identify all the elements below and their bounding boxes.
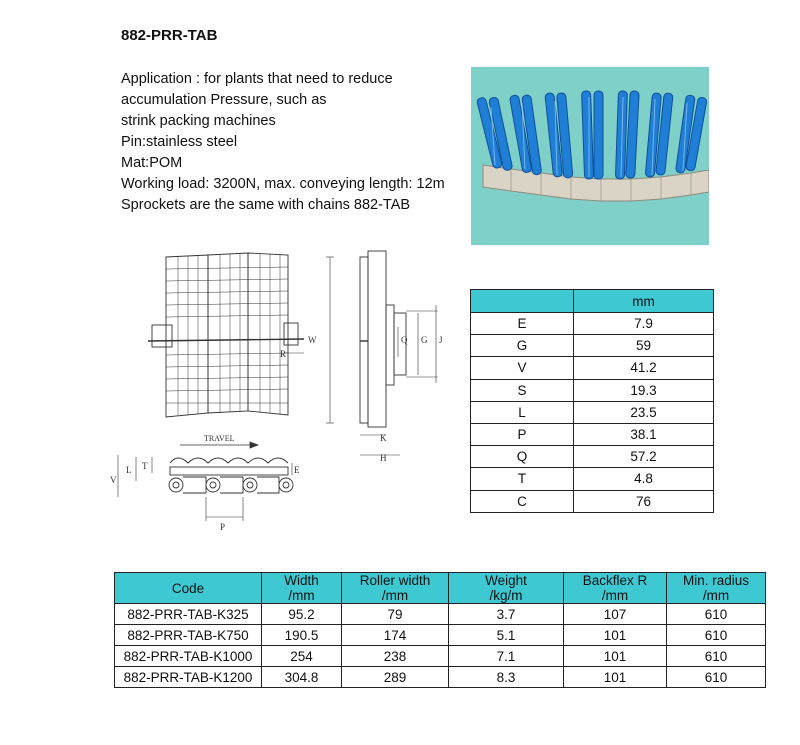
width-cell: 304.8 <box>262 667 342 688</box>
dimension-label: C <box>471 490 574 512</box>
width-cell: 190.5 <box>262 625 342 646</box>
header-width: Width /mm <box>262 573 342 604</box>
roller-width-cell: 79 <box>342 604 449 625</box>
weight-cell: 7.1 <box>449 646 564 667</box>
dimension-row <box>471 335 714 357</box>
width-cell: 254 <box>262 646 342 667</box>
weight-cell: 8.3 <box>449 667 564 688</box>
dimension-label: Q <box>471 446 574 468</box>
g-label: G <box>421 335 428 345</box>
dimension-value: 59 <box>574 335 714 357</box>
dimension-label: S <box>471 379 574 401</box>
description-line: Working load: 3200N, max. conveying length: 12m <box>121 176 445 192</box>
dimension-label: P <box>471 423 574 445</box>
dimension-label: L <box>471 401 574 423</box>
dimension-row <box>471 313 714 335</box>
code-table-row <box>115 646 766 667</box>
q-label: Q <box>401 335 408 345</box>
header-min-radius: Min. radius /mm <box>667 573 766 604</box>
dimension-value: 41.2 <box>574 357 714 379</box>
description-line: Mat:POM <box>121 155 183 171</box>
page-title: 882-PRR-TAB <box>121 27 218 44</box>
dimension-value: 38.1 <box>574 423 714 445</box>
side-view <box>326 251 438 455</box>
dimension-row <box>471 446 714 468</box>
dimension-table <box>470 289 714 513</box>
h-label: H <box>380 453 387 463</box>
travel-label: TRAVEL <box>204 434 235 443</box>
dimension-row <box>471 468 714 490</box>
code-cell: 882-PRR-TAB-K325 <box>115 604 262 625</box>
roller-width-cell: 174 <box>342 625 449 646</box>
code-cell: 882-PRR-TAB-K1200 <box>115 667 262 688</box>
description-line: strink packing machines <box>121 113 276 129</box>
dimension-table-header <box>471 290 714 313</box>
dimension-label: T <box>471 468 574 490</box>
dimension-value: 57.2 <box>574 446 714 468</box>
dimension-value: 19.3 <box>574 379 714 401</box>
t-label: T <box>142 461 148 471</box>
product-photo <box>471 67 709 245</box>
min-radius-cell: 610 <box>667 625 766 646</box>
weight-cell: 5.1 <box>449 625 564 646</box>
min-radius-cell: 610 <box>667 646 766 667</box>
dimension-label: G <box>471 335 574 357</box>
code-table-header <box>115 573 766 604</box>
k-label: K <box>380 433 387 443</box>
description-line: Application : for plants that need to reduce <box>121 71 393 87</box>
dimension-value: 76 <box>574 490 714 512</box>
v-label: V <box>110 475 117 485</box>
dimension-value: 7.9 <box>574 313 714 335</box>
description-line: Sprockets are the same with chains 882-TAB <box>121 197 411 213</box>
dimension-row <box>471 401 714 423</box>
w-label: W <box>308 335 317 345</box>
backflex-cell: 107 <box>564 604 667 625</box>
code-cell: 882-PRR-TAB-K750 <box>115 625 262 646</box>
header-weight: Weight /kg/m <box>449 573 564 604</box>
roller-width-cell: 238 <box>342 646 449 667</box>
description-line: Pin:stainless steel <box>121 134 238 150</box>
description-line: accumulation Pressure, such as <box>121 92 327 108</box>
product-code-table <box>114 572 766 688</box>
code-table-row <box>115 667 766 688</box>
header-roller-width: Roller width /mm <box>342 573 449 604</box>
code-table-row <box>115 604 766 625</box>
weight-cell: 3.7 <box>449 604 564 625</box>
code-cell: 882-PRR-TAB-K1000 <box>115 646 262 667</box>
top-view <box>148 253 304 417</box>
backflex-cell: 101 <box>564 625 667 646</box>
dimension-label: E <box>471 313 574 335</box>
p-label: P <box>220 522 226 532</box>
dimension-row <box>471 490 714 512</box>
l-label: L <box>126 465 132 475</box>
dimension-value: 4.8 <box>574 468 714 490</box>
technical-drawing <box>108 245 458 535</box>
width-cell: 95.2 <box>262 604 342 625</box>
r-label: R <box>280 349 287 359</box>
e-label: E <box>294 465 300 475</box>
min-radius-cell: 610 <box>667 604 766 625</box>
dimension-label: V <box>471 357 574 379</box>
min-radius-cell: 610 <box>667 667 766 688</box>
roller-width-cell: 289 <box>342 667 449 688</box>
header-backflex: Backflex R /mm <box>564 573 667 604</box>
dimension-row <box>471 423 714 445</box>
backflex-cell: 101 <box>564 667 667 688</box>
backflex-cell: 101 <box>564 646 667 667</box>
code-table-row <box>115 625 766 646</box>
header-code: Code <box>115 573 262 604</box>
dimension-header-blank <box>471 290 574 313</box>
dimension-row <box>471 357 714 379</box>
dimension-unit-header: mm <box>574 290 714 313</box>
j-label: J <box>439 335 443 345</box>
dimension-value: 23.5 <box>574 401 714 423</box>
dimension-row <box>471 379 714 401</box>
description-block <box>121 69 445 216</box>
